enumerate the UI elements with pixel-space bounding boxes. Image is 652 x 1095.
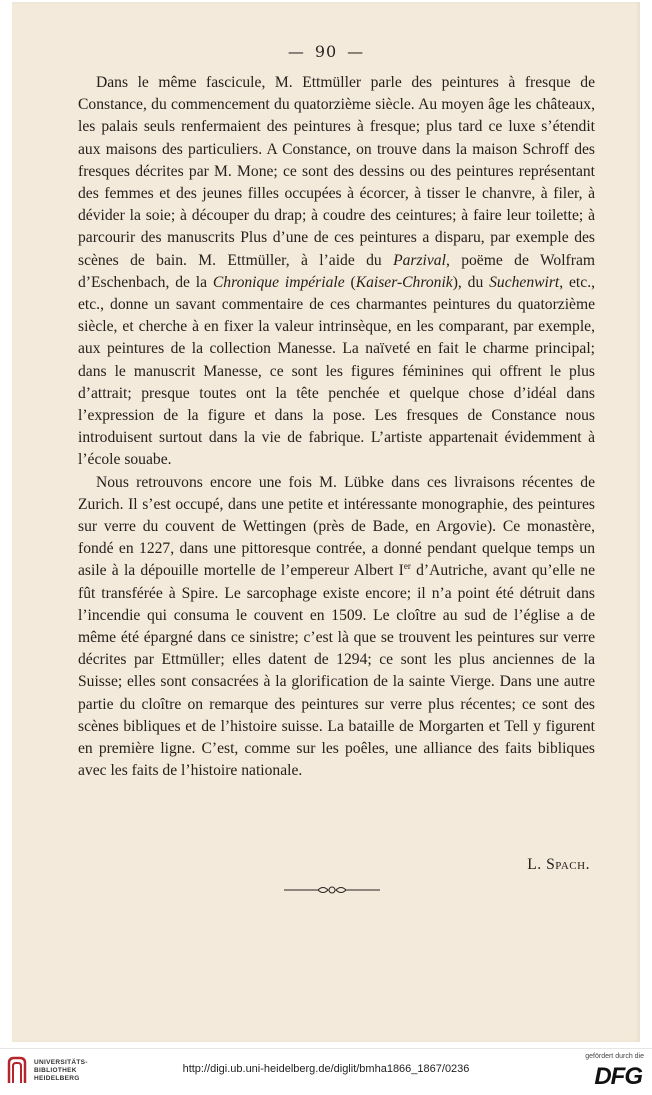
- library-line: HEIDELBERG: [34, 1075, 80, 1082]
- text-run: , etc., etc., donne un savant commentaire de ces charmantes peintures du quatorzième siècle, et cherche à en fixer la valeur intrinsèque, en les comparant, par exemple, aux peintures de la collection Manesse. La naïveté en fait le charme principal; dans le manuscrit Manesse, ce sont les figures féminines qui offrent le plus d’attrait; presque toutes ont la tête penchée et quelque chose d’idéal dans l’expression de la figure et dans la pose. Les fresques de Constance nous introduisent surtout dans la vie de fabrique. L’artiste appartenait évidemment à l’école souabe.: [78, 273, 595, 469]
- text-run: (: [344, 273, 356, 291]
- text-run: Dans le même fascicule, M. Ettmüller parle des peintures à fresque de Constance, du commencement du quatorzième siècle. Au moyen âge les châteaux, les palais seuls renfermaient des peintures à fresque; plus tard ce luxe s’étendit aux maisons des particuliers. A Constance, on trouve dans la maison Schroff des fresques décrites par M. Mone; ce sont des dessins ou des peintures représentant des femmes et des jeunes filles occupées à écorcer, à tisser le chanvre, à filer, à dévider la soie; à découper du drap; à coudre des ceintures; à faire leur toilette; à parcourir des manuscrits Plus d’une de ces peintures a disparu, par exemple des scènes de bain. M. Ettmüller, à l’aide du: [78, 74, 595, 269]
- dfg-logo-icon: DFG: [594, 1063, 642, 1090]
- funding-note: gefördert durch die: [585, 1053, 644, 1060]
- ornament-divider-icon: [282, 884, 382, 896]
- paragraph: [78, 472, 595, 783]
- page-number: [0, 42, 652, 61]
- library-line: BIBLIOTHEK: [34, 1067, 77, 1074]
- paragraph: [78, 72, 595, 472]
- viewer-footer: [0, 1048, 652, 1095]
- library-line: UNIVERSITÄTS-: [34, 1059, 88, 1066]
- italic-title: Chronique impériale: [212, 273, 345, 291]
- text-run: d’Autriche, avant qu’elle ne fût transférée à Spire. Le sarcophage existe encore; il n’a point été détruit dans l’incendie qui consuma le couvent en 1509. Le cloître au sud de l’église a de même été épargné dans ce sinistre; c’est là que se trouvent les peintures sur verre décrites par Ettmüller; elles datent de 1294; ce sont les plus anciennes de la Suisse; elles sont consacrées à la glorification de la sainte Vierge. Dans une autre partie du cloître on remarque des peintures sur verre plus récentes; ce sont des scènes bibliques et de l’histoire suisse. La bataille de Morgarten et Tell y figurent en première ligne. C’est, comme sur les poêles, une alliance des faits bibliques avec les faits de l’histoire nationale.: [78, 562, 595, 780]
- body-text: [78, 72, 595, 783]
- page-number-value: 90: [314, 42, 338, 61]
- permalink-url[interactable]: http://digi.ub.uni-heidelberg.de/diglit/bmha1866_1867/0236: [182, 1063, 470, 1075]
- text-run: ), du: [452, 273, 490, 291]
- superscript: er: [403, 561, 411, 572]
- dash-right: —: [347, 42, 365, 61]
- italic-title: Suchenwirt: [489, 273, 560, 291]
- author-signature: L. Spach.: [527, 856, 590, 873]
- text-run: Nous retrouvons encore une fois M. Lübke dans ces livraisons récentes de Zurich. Il s’est occupé, dans une petite et intéressante monographie, des peintures sur verre du couvent de Wettingen (près de Bade, en Argovie). Ce monastère, fondé en 1227, dans une pittoresque contrée, a donné pendant quelque temps un asile à la dépouille mortelle de l’empereur Albert I: [78, 473, 595, 580]
- dash-left: —: [287, 42, 305, 61]
- italic-title: Kaiser-Chronik: [355, 273, 453, 291]
- text-run: , poëme de Wolfram d’Eschenbach, de la: [78, 251, 595, 291]
- italic-title: Parzival: [393, 251, 446, 269]
